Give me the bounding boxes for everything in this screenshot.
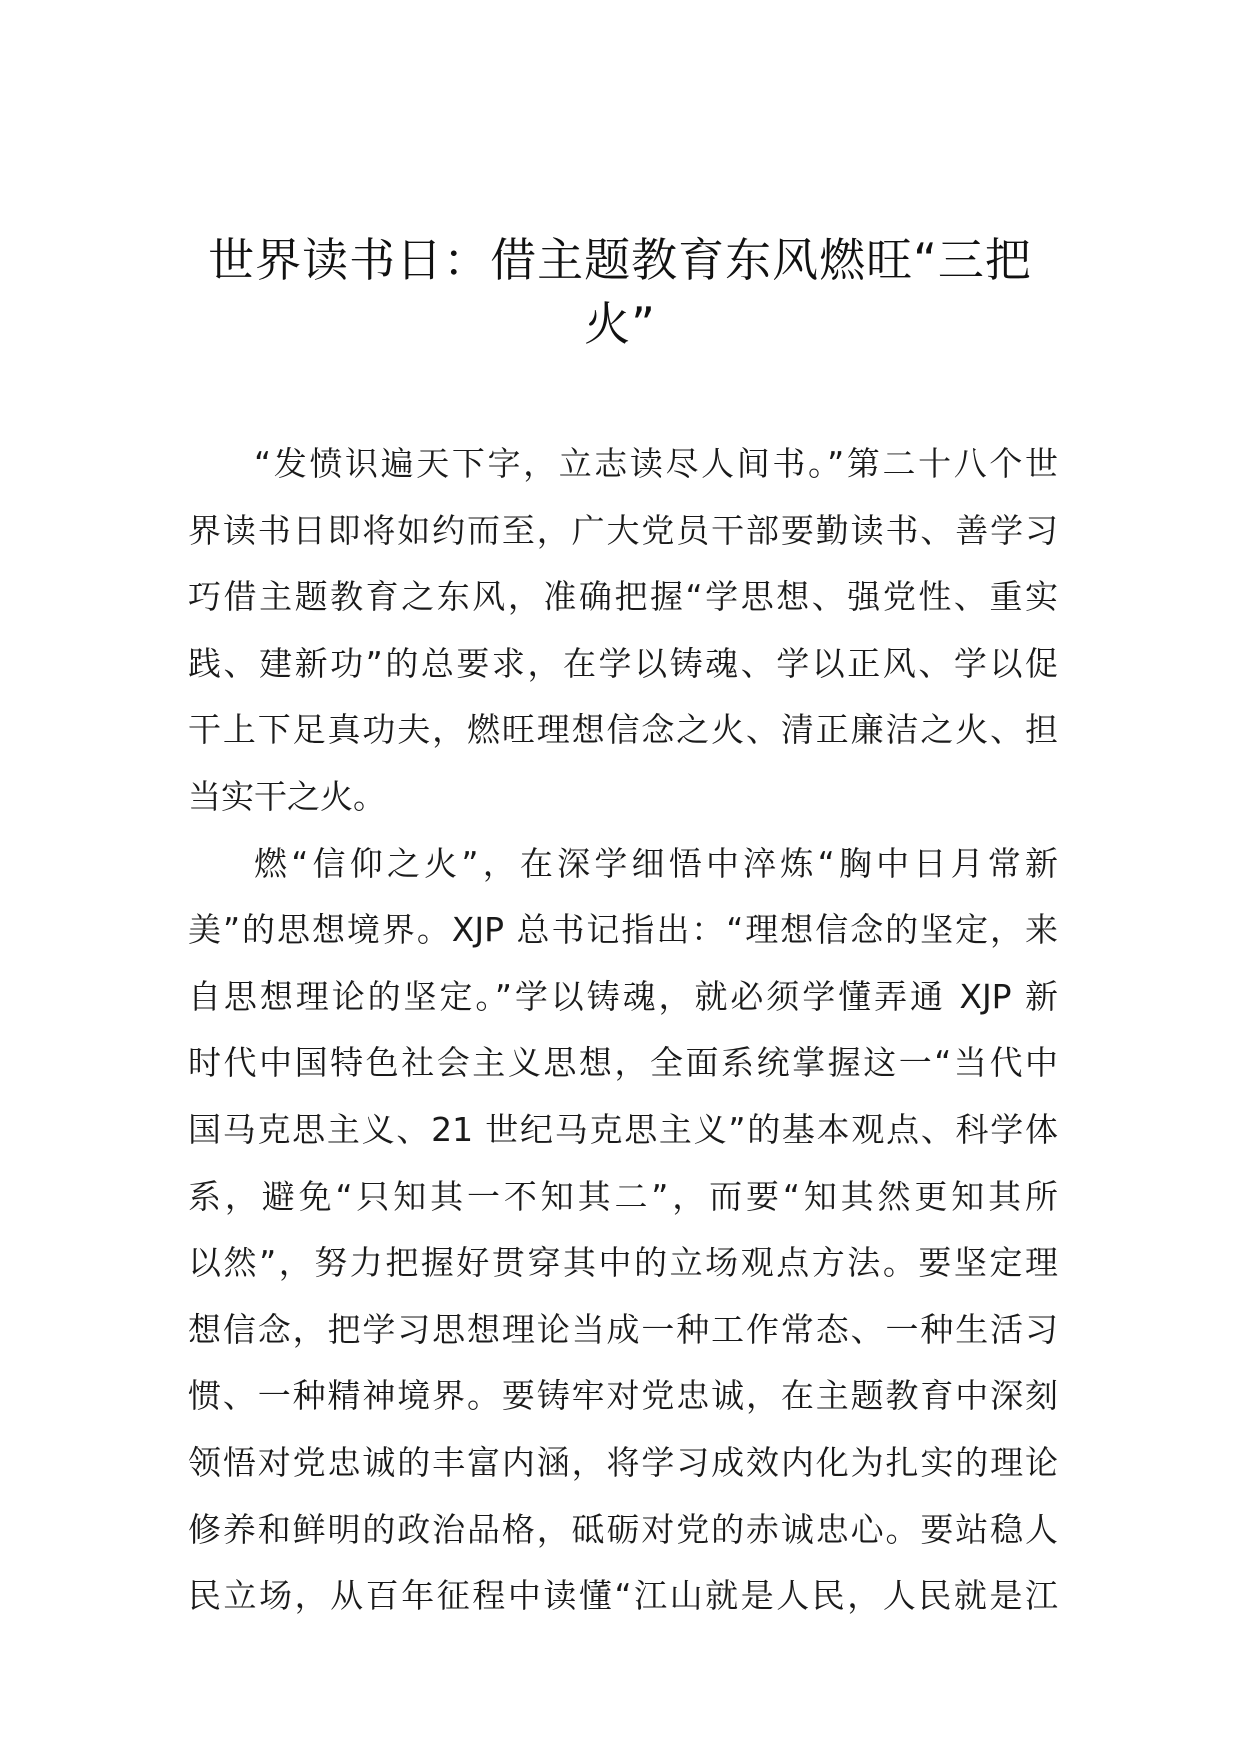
document-body [188,431,1058,1630]
paragraph-line: “发愤识遍天下字，立志读尽人间书。”第二十八个世 [254,444,1058,483]
paragraph-line: 美”的思想境界。XJP 总书记指出：“理想信念的坚定，来 [188,910,1058,950]
paragraph-1 [188,431,1058,831]
paragraph-line: 领悟对党忠诚的丰富内涵，将学习成效内化为扎实的理论 [188,1442,1058,1482]
paragraph-line: 惯、一种精神境界。要铸牢对党忠诚，在主题教育中深刻 [188,1376,1058,1416]
paragraph-line: 巧借主题教育之东风，准确把握“学思想、强党性、重实 [188,577,1058,617]
paragraph-line: 界读书日即将如约而至，广大党员干部要勤读书、善学习 [188,510,1058,550]
paragraph-line: 以然”，努力把握好贯穿其中的立场观点方法。要坚定理 [188,1243,1058,1283]
paragraph-line: 自思想理论的坚定。”学以铸魂，就必须学懂弄通 XJP 新 [188,976,1058,1016]
paragraph-line: 修养和鲜明的政治品格，砥砺对党的赤诚忠心。要站稳人 [188,1509,1058,1549]
paragraph-2 [188,831,1058,1630]
title-line-1: 世界读书日：借主题教育东风燃旺“三把 [208,233,1032,287]
paragraph-line: 干上下足真功夫，燃旺理想信念之火、清正廉洁之火、担 [188,710,1058,750]
title-line-2: 火” [584,297,656,351]
paragraph-line: 当实干之火。 [188,776,386,816]
paragraph-line: 践、建新功”的总要求，在学以铸魂、学以正风、学以促 [188,643,1058,683]
paragraph-line: 民立场，从百年征程中读懂“江山就是人民，人民就是江 [188,1576,1058,1616]
paragraph-line: 想信念，把学习思想理论当成一种工作常态、一种生活习 [188,1309,1058,1349]
paragraph-line: 国马克思主义、21 世纪马克思主义”的基本观点、科学体 [188,1109,1058,1149]
paragraph-line: 燃“信仰之火”，在深学细悟中淬炼“胸中日月常新 [254,843,1058,883]
paragraph-line: 时代中国特色社会主义思想，全面系统掌握这一“当代中 [188,1043,1058,1083]
paragraph-line: 系，避免“只知其一不知其二”，而要“知其然更知其所 [188,1176,1058,1216]
document-title [150,228,1090,356]
